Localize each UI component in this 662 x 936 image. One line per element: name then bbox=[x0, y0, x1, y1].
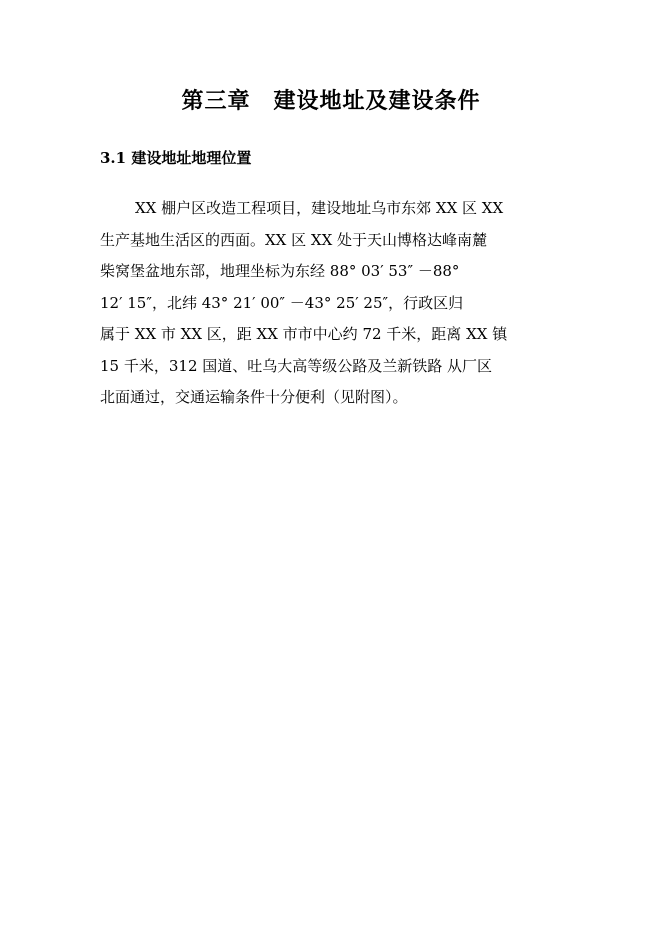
paragraph-line: 属于 XX 市 XX 区，距 XX 市市中心约 72 千米，距离 XX 镇 bbox=[100, 325, 508, 343]
paragraph-line: 生产基地生活区的西面。XX 区 XX 处于天山博格达峰南麓 bbox=[100, 230, 488, 249]
chapter-title: 第三章 建设地址及建设条件 bbox=[181, 88, 481, 114]
paragraph-line: 柴窝堡盆地东部，地理坐标为东经 88° 03′ 53″ －88° bbox=[100, 262, 460, 280]
paragraph-line: 15 千米，312 国道、吐乌大高等级公路及兰新铁路 从厂区 bbox=[100, 356, 493, 375]
paragraph-line: 北面通过，交通运输条件十分便利（见附图）。 bbox=[100, 388, 408, 406]
section-heading: 3.1 建设地址地理位置 bbox=[100, 149, 252, 167]
paragraph-line: XX 棚户区改造工程项目，建设地址乌市东郊 XX 区 XX bbox=[135, 199, 504, 217]
paragraph-line: 12′ 15″，北纬 43° 21′ 00″ －43° 25′ 25″，行政区归 bbox=[100, 293, 464, 312]
body-paragraph bbox=[100, 193, 570, 414]
